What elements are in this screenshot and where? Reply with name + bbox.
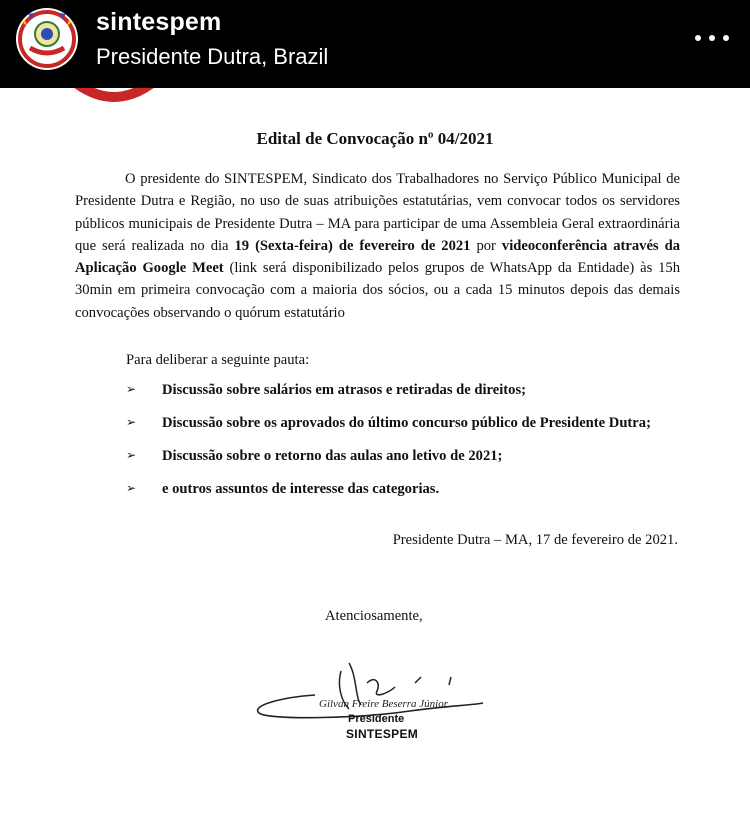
agenda-intro: Para deliberar a seguinte pauta: [126,352,310,368]
body-connector-text: por [470,237,502,254]
arrow-bullet-icon: ➢ [126,448,137,462]
meeting-date: 19 (Sexta-feira) de fevereiro de 2021 [234,237,471,254]
foundation-stamp-partial [368,82,488,96]
agenda-item: ➢ e outros assuntos de interesse das categorias. [126,481,440,497]
body-paragraph [75,168,680,324]
arrow-bullet-icon: ➢ [126,382,137,396]
sintespem-logo-icon [16,8,78,70]
body-intro-text: O presidente do SINTESPEM, Sindicato dos Trabalhadores no Serviço Público Municipal de Presidente Dutra e Região, no uso de suas atribuições estatutárias, vem convocar todos os servidores públicos municipais de Presidente Dutra – MA para participar de uma Assembleia Geral extraordinária que será realizada no dia [75,171,680,254]
arrow-bullet-icon: ➢ [126,415,137,429]
agenda-item: ➢ Discussão sobre salários em atrasos e retiradas de direitos; [126,382,527,398]
signer-organization: SINTESPEM [346,727,419,741]
meeting-platform: videoconferência através da Aplicação Google Meet [75,237,680,277]
agenda-item: ➢ Discussão sobre os aprovados do último concurso público de Presidente Dutra; [126,415,651,431]
agenda-list [126,382,651,514]
post-location[interactable]: Presidente Dutra, Brazil [96,44,329,69]
document-logo-partial [70,88,158,108]
document-title: Edital de Convocação nº 04/2021 [256,129,494,148]
document-image [0,88,750,839]
signer-role: Presidente [348,713,405,725]
agenda-item: ➢ Discussão sobre o retorno das aulas ano letivo de 2021; [126,448,503,464]
body-rest-text: (link será disponibilizado pelos grupos de WhatsApp da Entidade) às 15h 30min em primeira convocação com a maioria dos sócios, ou a cada 15 minutos depois das demais convocações observando o quórum estatutário [75,260,680,321]
place-and-date: Presidente Dutra – MA, 17 de fevereiro de 2021. [392,532,678,548]
more-options-icon[interactable] [692,26,732,50]
post-header [0,0,750,88]
closing-salutation: Atenciosamente, [325,608,423,624]
arrow-bullet-icon: ➢ [126,481,137,495]
profile-avatar[interactable] [16,8,78,70]
signature-name: Gilvan Freire Beserra Júnior [319,698,449,710]
account-username[interactable]: sintespem [96,8,222,36]
